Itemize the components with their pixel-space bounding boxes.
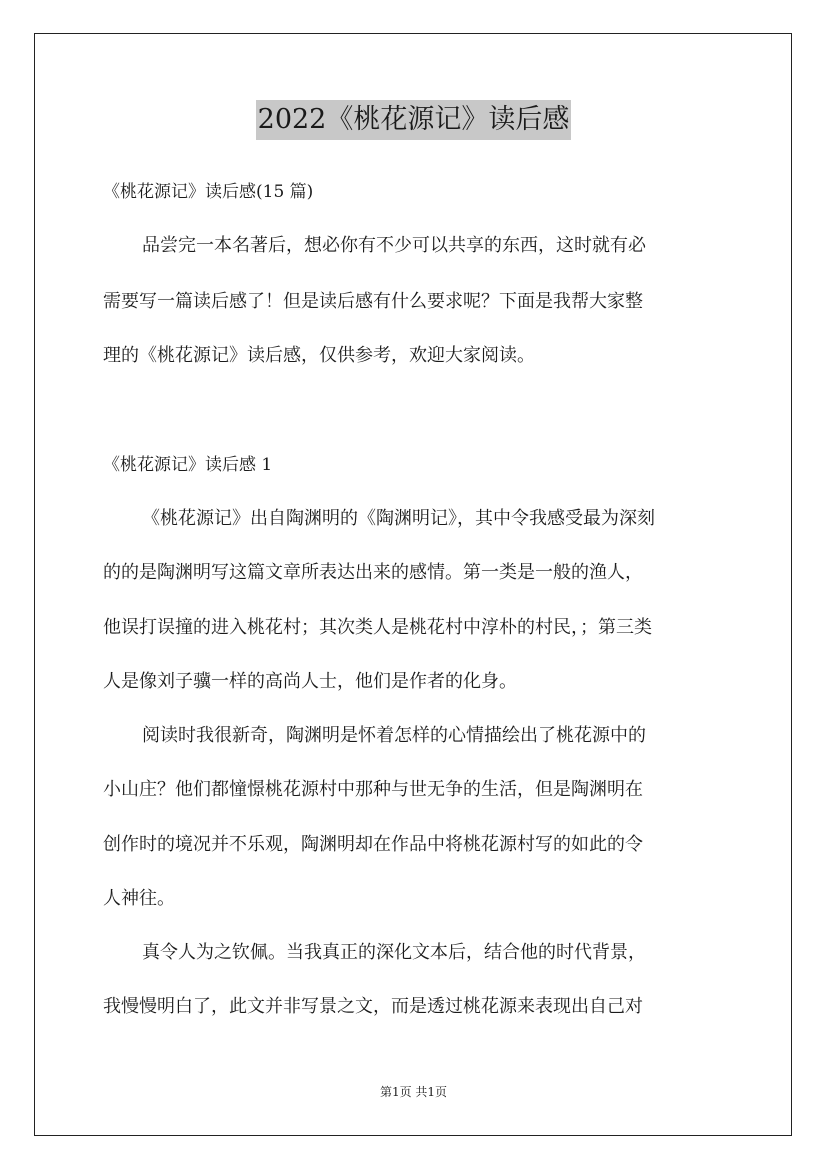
document-subtitle: 《桃花源记》读后感(15 篇)	[103, 182, 314, 202]
document-title: 2022《桃花源记》读后感	[256, 100, 572, 140]
para3-line-1: 真令人为之钦佩。当我真正的深化文本后，结合他的时代背景，	[142, 942, 646, 963]
para2-line-4: 人神往。	[103, 888, 175, 909]
para2-line-2: 小山庄？他们都憧憬桃花源村中那种与世无争的生活，但是陶渊明在	[103, 779, 643, 800]
intro-line-2: 需要写一篇读后感了！但是读后感有什么要求呢？下面是我帮大家整	[103, 291, 643, 312]
section-heading: 《桃花源记》读后感 1	[103, 455, 273, 475]
para1-line-1: 《桃花源记》出自陶渊明的《陶渊明记》，其中令我感受最为深刻	[142, 508, 655, 529]
para2-line-1: 阅读时我很新奇，陶渊明是怀着怎样的心情描绘出了桃花源中的	[142, 725, 646, 746]
para1-line-3: 他误打误撞的进入桃花村；其次类人是桃花村中淳朴的村民，；第三类	[103, 617, 652, 638]
para3-line-2: 我慢慢明白了，此文并非写景之文，而是透过桃花源来表现出自己对	[103, 996, 643, 1017]
page-footer: 第1页 共1页	[379, 1085, 448, 1099]
para1-line-4: 人是像刘子骥一样的高尚人士，他们是作者的化身。	[103, 671, 517, 692]
para2-line-3: 创作时的境况并不乐观，陶渊明却在作品中将桃花源村写的如此的令	[103, 834, 643, 855]
intro-line-1: 品尝完一本名著后，想必你有不少可以共享的东西，这时就有必	[142, 235, 646, 256]
para1-line-2: 的的是陶渊明写这篇文章所表达出来的感情。第一类是一般的渔人，	[103, 562, 643, 583]
title-container	[0, 100, 827, 140]
intro-line-3: 理的《桃花源记》读后感，仅供参考，欢迎大家阅读。	[103, 345, 535, 366]
